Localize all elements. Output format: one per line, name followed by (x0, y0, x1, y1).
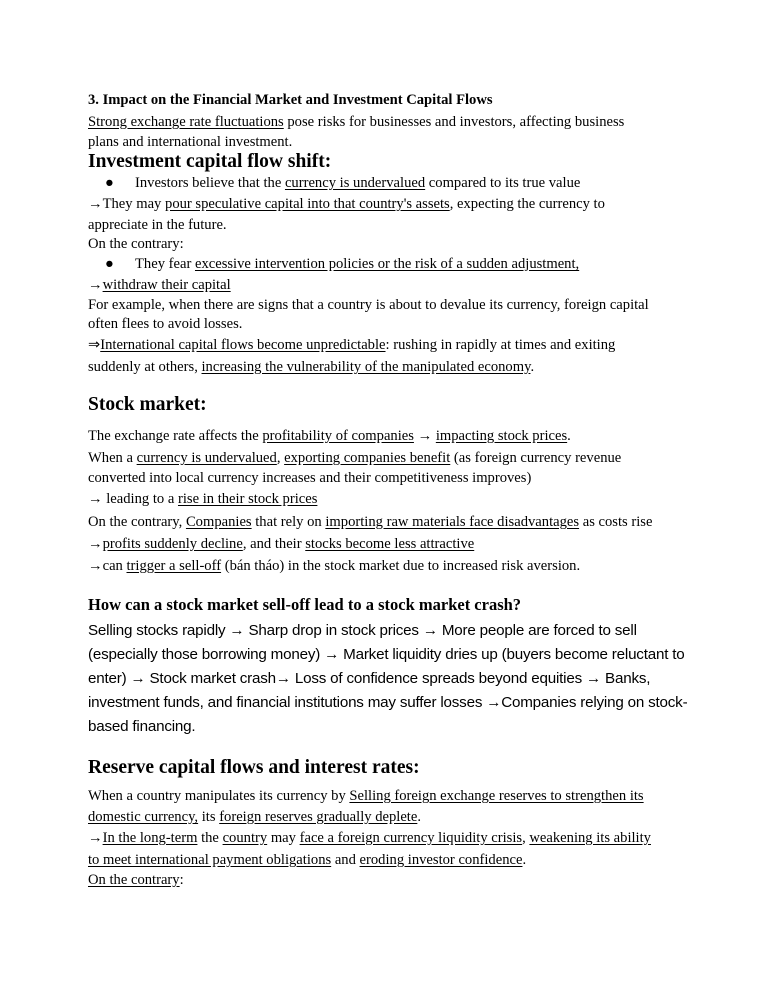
text: as costs rise (579, 514, 653, 530)
text: On the contrary, (88, 514, 186, 530)
text: Reserve capital flows and interest rates: (88, 757, 420, 778)
text: : (179, 872, 184, 888)
text-line (88, 195, 605, 213)
text-line (88, 535, 474, 553)
underlined-text: currency is undervalued (284, 175, 426, 191)
text-line (88, 358, 534, 376)
underlined-text: foreign reserves gradually deplete (219, 809, 418, 825)
text-line (88, 315, 242, 333)
text: compared to its true value (425, 175, 581, 191)
section-heading (88, 595, 521, 615)
text: When a (88, 450, 137, 466)
underlined-text: rise in their stock prices (177, 491, 318, 507)
text: Stock market: (88, 394, 207, 415)
underlined-text: Companies (185, 514, 252, 530)
text: 3. Impact on the Financial Market and Investment Capital Flows (88, 92, 493, 108)
text: The exchange rate affects the (88, 428, 263, 444)
text: Investment capital flow shift: (88, 151, 332, 172)
text: Selling stocks rapidly → Sharp drop in stock prices → More people are forced to sell (88, 622, 637, 639)
underlined-text: exporting companies benefit (284, 450, 451, 466)
text: On the contrary: (88, 236, 184, 252)
underlined-text: trigger a sell-off (126, 558, 222, 574)
text: For example, when there are signs that a country is about to devalue its currency, foreign capital (88, 297, 649, 313)
underlined-text: face a foreign currency liquidity crisis (299, 830, 523, 846)
text-line (88, 513, 652, 531)
text: How can a stock market sell-off lead to a stock market crash? (88, 595, 522, 614)
underlined-text: profits suddenly decline (102, 536, 243, 552)
text: ⇒ (88, 337, 101, 353)
underlined-text: stocks become less attractive (305, 536, 475, 552)
text: enter) → Stock market crash→ Loss of confidence spreads beyond equities → Banks, (88, 670, 651, 687)
text: and (331, 852, 360, 868)
text: plans and international investment. (88, 134, 293, 150)
underlined-text: weakening its ability (529, 830, 651, 846)
text: investment funds, and financial institutions may suffer losses →Companies relying on stock- (88, 694, 688, 711)
underlined-text: importing raw materials face disadvantages (325, 514, 580, 530)
underlined-text: International capital flows become unpredictable (100, 337, 386, 353)
text: , (522, 830, 530, 846)
underlined-text: country (222, 830, 268, 846)
text: , expecting the currency to (449, 196, 605, 212)
bullet-item (105, 174, 581, 192)
underlined-text: to meet international payment obligations (88, 852, 332, 868)
text: →can (88, 558, 127, 574)
text: (especially those borrowing money) → Market liquidity dries up (buyers become reluctant to (88, 646, 685, 663)
text-line (88, 829, 651, 847)
text: Investors believe that the (135, 175, 285, 191)
text-line (88, 235, 184, 253)
text-line (88, 469, 531, 487)
section-title (88, 91, 493, 109)
text-line (88, 336, 615, 354)
text-line (88, 808, 421, 826)
text: → (88, 830, 103, 846)
underlined-text: increasing the vulnerability of the manipulated economy (201, 359, 531, 375)
text-line (88, 622, 637, 640)
section-heading (88, 757, 420, 779)
text-line (88, 133, 292, 151)
text-line (88, 276, 231, 294)
text-line (88, 646, 685, 664)
text: appreciate in the future. (88, 217, 227, 233)
section-heading (88, 151, 331, 173)
underlined-text: impacting stock prices (435, 428, 568, 444)
text: that rely on (251, 514, 326, 530)
text: → leading to a (88, 491, 178, 507)
text: suddenly at others, (88, 359, 202, 375)
text: , (276, 450, 285, 466)
underlined-text: currency is undervalued (136, 450, 277, 466)
underlined-text: On the contrary (88, 872, 180, 888)
text: When a country manipulates its currency by (88, 788, 350, 804)
bullet-icon: ● (105, 256, 114, 272)
text: its (198, 809, 220, 825)
text: (bán tháo) in the stock market due to increased risk aversion. (221, 558, 581, 574)
text: . (530, 359, 535, 375)
underlined-text: profitability of companies (262, 428, 414, 444)
underlined-text: In the long-term (102, 830, 198, 846)
text-line (88, 851, 526, 869)
text-line (88, 216, 227, 234)
underlined-text: domestic currency, (88, 809, 199, 825)
text: → (88, 536, 103, 552)
underlined-text: excessive intervention policies or the risk of a sudden adjustment, (194, 256, 580, 272)
text-line (88, 871, 184, 889)
section-heading (88, 394, 207, 416)
text: . (567, 428, 571, 444)
text: → (88, 277, 103, 293)
text: often flees to avoid losses. (88, 316, 243, 332)
text: . (417, 809, 421, 825)
text: based financing. (88, 718, 196, 735)
text: converted into local currency increases and their competitiveness improves) (88, 470, 532, 486)
text: : rushing in rapidly at times and exiting (385, 337, 616, 353)
text: (as foreign currency revenue (450, 450, 622, 466)
underlined-text: withdraw their capital (102, 277, 231, 293)
text-line (88, 557, 580, 575)
underlined-text: eroding investor confidence (359, 852, 523, 868)
text-line (88, 694, 687, 712)
underlined-text: Selling foreign exchange reserves to strengthen its (349, 788, 644, 804)
bullet-item (105, 255, 580, 273)
text-line (88, 490, 317, 508)
text-line (88, 427, 571, 445)
text-line (88, 787, 644, 805)
text-line (88, 296, 649, 314)
text: . (522, 852, 527, 868)
text-line (88, 449, 621, 467)
text: pose risks for businesses and investors, affecting business (283, 114, 625, 130)
text: → (413, 428, 436, 444)
text: →They may (88, 196, 166, 212)
text: may (267, 830, 300, 846)
bullet-icon: ● (105, 175, 114, 191)
text-line (88, 113, 624, 131)
text-line (88, 670, 650, 688)
underlined-text: pour speculative capital into that country's assets (165, 196, 450, 212)
text-line (88, 718, 195, 736)
underlined-text: Strong exchange rate fluctuations (88, 114, 284, 130)
text: They fear (135, 256, 195, 272)
text: , and their (242, 536, 306, 552)
text: the (197, 830, 223, 846)
